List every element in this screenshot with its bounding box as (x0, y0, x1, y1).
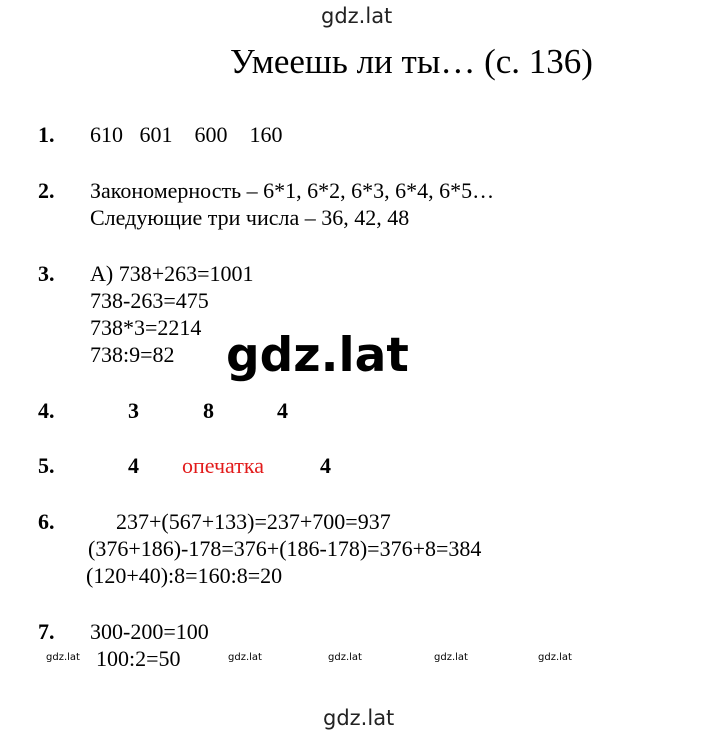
item-line: А) 738+263=1001 (90, 261, 254, 286)
answer-value: 4 (128, 453, 139, 478)
item-number: 6. (38, 509, 55, 534)
watermark-small: gdz.lat (434, 652, 468, 663)
typo-note: опечатка (182, 453, 264, 478)
item-line: (120+40):8=160:8=20 (86, 563, 283, 588)
item-line: 610 601 600 160 (90, 122, 283, 147)
item-line: 738-263=475 (90, 288, 209, 313)
item-number: 2. (38, 178, 55, 203)
answer-value: 3 (128, 398, 139, 423)
item-line: Закономерность – 6*1, 6*2, 6*3, 6*4, 6*5… (90, 178, 495, 203)
item-line: Следующие три числа – 36, 42, 48 (90, 205, 410, 230)
answer-value: 8 (203, 398, 214, 423)
item-number: 3. (38, 261, 55, 286)
watermark-small: gdz.lat (228, 652, 262, 663)
answer-value: 4 (277, 398, 288, 423)
watermark-small: gdz.lat (46, 652, 80, 663)
watermark-bottom: gdz.lat (323, 706, 395, 730)
item-line: 100:2=50 (96, 646, 181, 671)
item-line: (376+186)-178=376+(186-178)=376+8=384 (88, 536, 482, 561)
item-number: 4. (38, 398, 55, 423)
watermark-top: gdz.lat (321, 4, 393, 28)
page-title: Умеешь ли ты… (с. 136) (230, 42, 593, 81)
watermark-small: gdz.lat (328, 652, 362, 663)
watermark-center: gdz.lat (226, 328, 409, 383)
item-line: 738*3=2214 (90, 315, 202, 340)
item-number: 5. (38, 453, 55, 478)
item-line: 237+(567+133)=237+700=937 (116, 509, 391, 534)
item-number: 7. (38, 619, 55, 644)
item-number: 1. (38, 122, 55, 147)
answer-value: 4 (320, 453, 331, 478)
watermark-small: gdz.lat (538, 652, 572, 663)
item-line: 738:9=82 (90, 342, 175, 367)
item-line: 300-200=100 (90, 619, 209, 644)
